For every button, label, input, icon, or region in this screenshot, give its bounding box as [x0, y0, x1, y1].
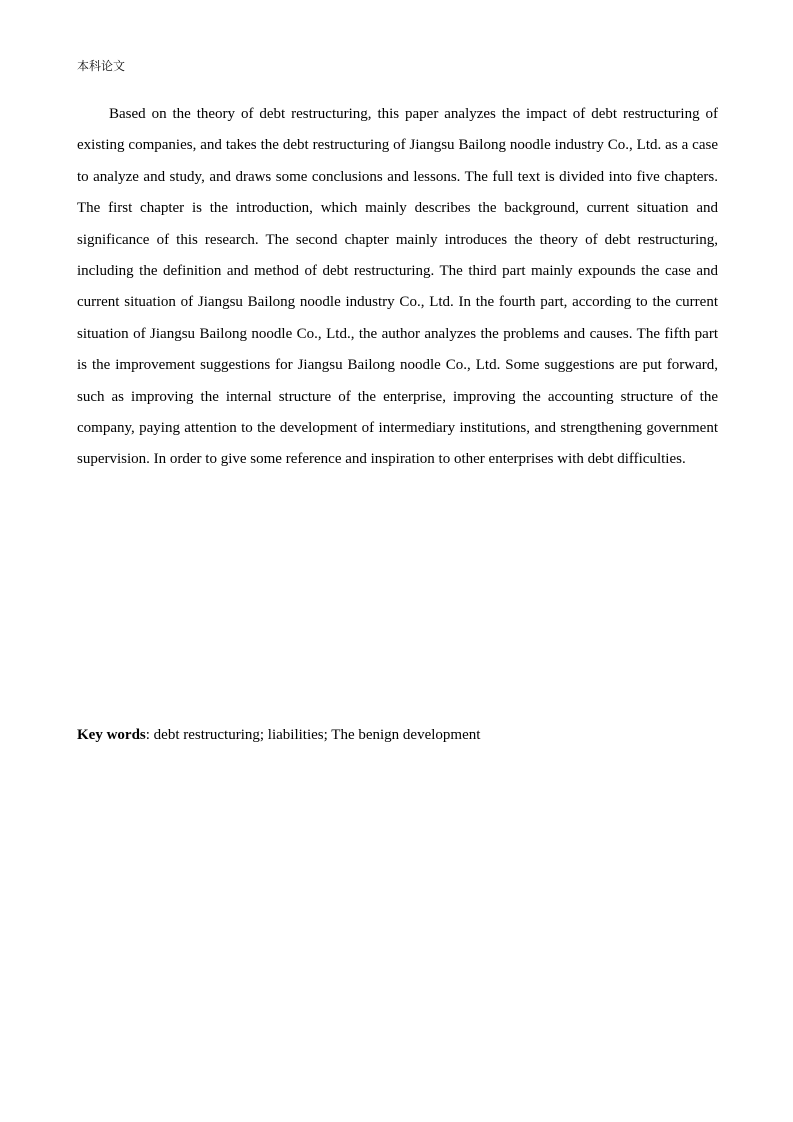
running-header: 本科论文	[77, 59, 126, 73]
keywords-value: debt restructuring; liabilities; The benign development	[153, 727, 481, 743]
keywords-separator: :	[145, 727, 154, 743]
keywords-line	[77, 724, 718, 746]
keywords-label: Key words	[77, 727, 146, 743]
abstract-paragraph: Based on the theory of debt restructuring, this paper analyzes the impact of debt restructuring of existing companies, and takes the debt restructuring of Jiangsu Bailong noodle industry Co., Ltd. as a case to analyze and study, and draws some conclusions and lessons. The full text is divided into five chapters. The first chapter is the introduction, which mainly describes the background, current situation and significance of this research. The second chapter mainly introduces the theory of debt restructuring, including the definition and method of debt restructuring. The third part mainly expounds the case and current situation of Jiangsu Bailong noodle industry Co., Ltd. In the fourth part, according to the current situation of Jiangsu Bailong noodle Co., Ltd., the author analyzes the problems and causes. The fifth part is the improvement suggestions for Jiangsu Bailong noodle Co., Ltd. Some suggestions are put forward, such as improving the internal structure of the enterprise, improving the accounting structure of the company, paying attention to the development of intermediary institutions, and strengthening government supervision. In order to give some reference and inspiration to other enterprises with debt difficulties.	[77, 106, 718, 468]
